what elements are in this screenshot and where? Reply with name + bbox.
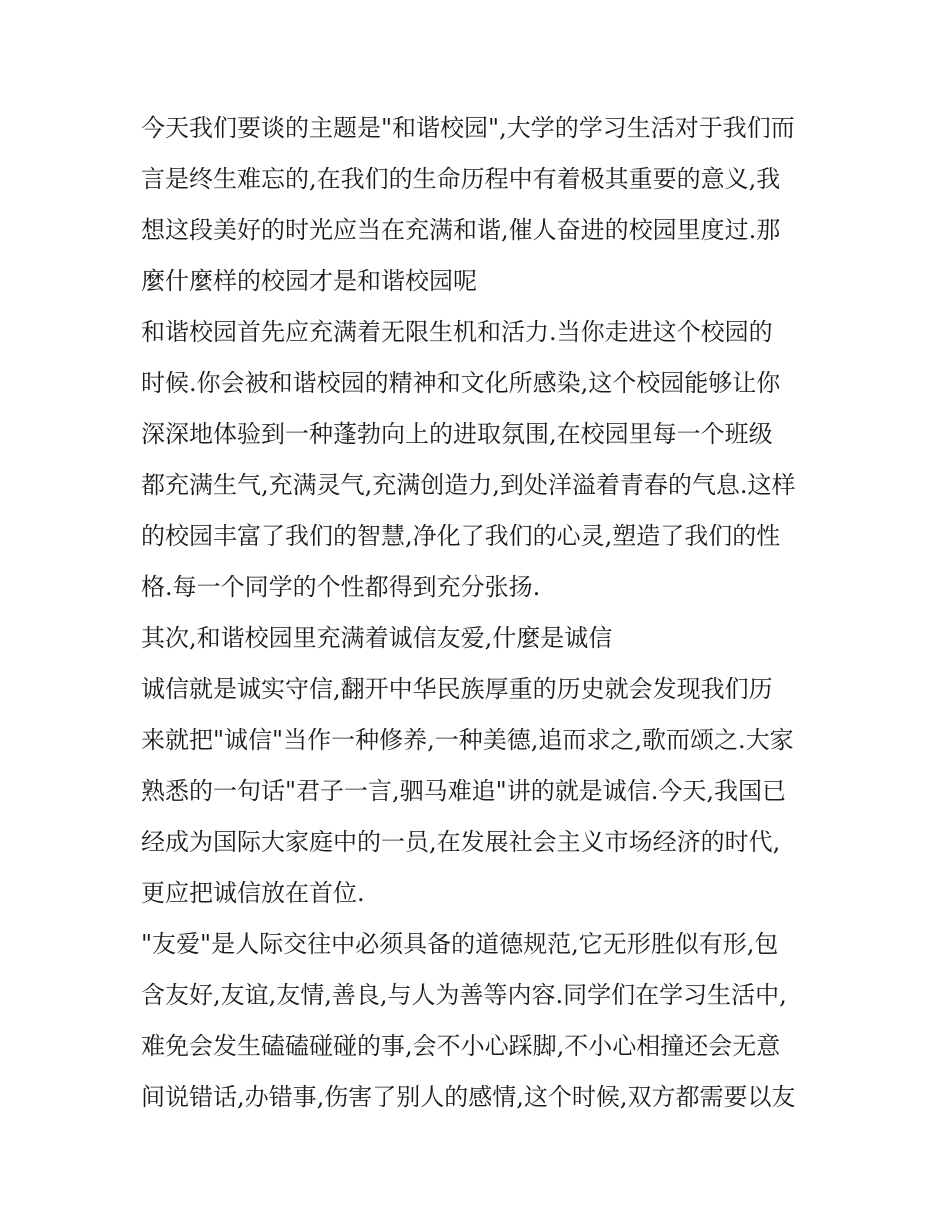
text-line: 其次,和谐校园里充满着诚信友爱,什麼是诚信 [141, 624, 613, 652]
text-line: "友爱"是人际交往中必须具备的道德规范,它无形胜似有形,包 [141, 930, 779, 958]
text-line: 都充满生气,充满灵气,充满创造力,到处洋溢着青春的气息.这样 [141, 471, 796, 499]
document-body [141, 103, 813, 1123]
text-line: 间说错话,办错事,伤害了别人的感情,这个时候,双方都需要以友 [141, 1083, 796, 1111]
text-line: 来就把"诚信"当作一种修养,一种美德,追而求之,歌而颂之.大家 [141, 726, 794, 754]
text-line: 诚信就是诚实守信,翻开中华民族厚重的历史就会发现我们历 [141, 675, 773, 703]
text-line: 熟悉的一句话"君子一言,驷马难追"讲的就是诚信.今天,我国已 [141, 777, 786, 805]
text-line: 含友好,友谊,友情,善良,与人为善等内容.同学们在学习生活中, [141, 981, 787, 1009]
text-line: 想这段美好的时光应当在充满和谐,催人奋进的校园里度过.那 [141, 216, 781, 244]
text-line: 更应把诚信放在首位. [141, 879, 365, 907]
text-line: 今天我们要谈的主题是"和谐校园",大学的学习生活对于我们而 [141, 114, 795, 142]
text-line: 和谐校园首先应充满着无限生机和活力.当你走进这个校园的 [141, 318, 773, 346]
text-line: 经成为国际大家庭中的一员,在发展社会主义市场经济的时代, [141, 828, 781, 856]
text-line: 麼什麼样的校园才是和谐校园呢 [141, 267, 477, 295]
text-line: 的校园丰富了我们的智慧,净化了我们的心灵,塑造了我们的性 [141, 522, 781, 550]
text-line: 格.每一个同学的个性都得到充分张扬. [141, 573, 541, 601]
text-line: 深深地体验到一种蓬勃向上的进取氛围,在校园里每一个班级 [141, 420, 773, 448]
text-line: 难免会发生磕磕碰碰的事,会不小心踩脚,不小心相撞还会无意 [141, 1032, 781, 1060]
text-line: 时候.你会被和谐校园的精神和文化所感染,这个校园能够让你 [141, 369, 781, 397]
text-line: 言是终生难忘的,在我们的生命历程中有着极其重要的意义,我 [141, 165, 781, 193]
